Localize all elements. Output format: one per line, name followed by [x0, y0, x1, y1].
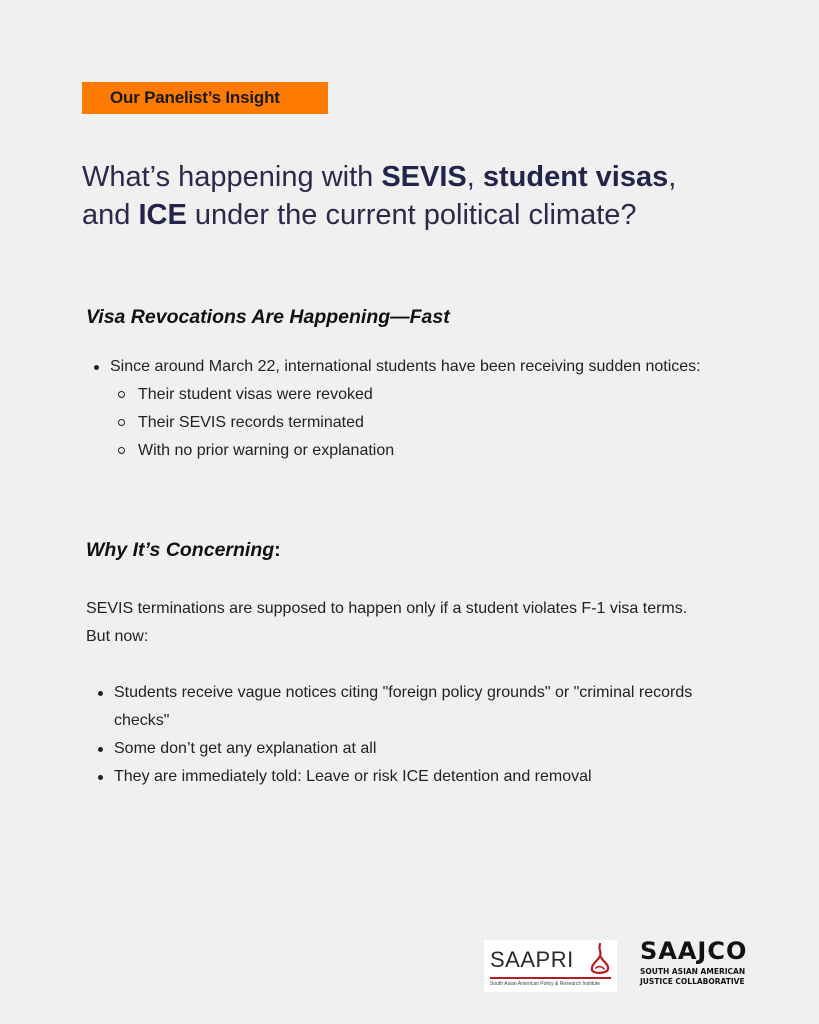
- list-item: [90, 679, 750, 735]
- bullet-icon: [98, 775, 103, 780]
- saapri-emblem-icon: [587, 942, 613, 976]
- hollow-bullet-icon: [118, 447, 125, 454]
- list-item: [86, 353, 746, 465]
- insight-tag-label: Our Panelist’s Insight: [110, 88, 280, 107]
- page-headline: [82, 158, 742, 234]
- hollow-bullet-icon: [118, 391, 125, 398]
- saapri-logo: [484, 940, 617, 992]
- concerning-list: [90, 679, 750, 791]
- saajco-wordmark: SAAJCO: [640, 937, 748, 965]
- section-title-why-concerning: [86, 539, 281, 562]
- bullet-icon: [94, 365, 99, 370]
- sub-list-item-text: With no prior warning or explanation: [138, 442, 395, 459]
- headline-emphasis-student-visas: student visas: [482, 161, 669, 193]
- bullet-icon: [98, 747, 103, 752]
- list-item-text: Students receive vague notices citing "foreign policy grounds" or "criminal records checks": [114, 684, 693, 729]
- insight-tag: [82, 82, 328, 114]
- list-item-text: They are immediately told: Leave or risk ICE detention and removal: [114, 768, 592, 785]
- list-item: [90, 735, 750, 763]
- section-title-text: Why It’s Concerning: [86, 539, 275, 561]
- headline-text: ,: [466, 161, 483, 193]
- headline-emphasis-ice: ICE: [138, 199, 187, 231]
- sub-list-item-text: Their student visas were revoked: [138, 386, 373, 403]
- paragraph-text: SEVIS terminations are supposed to happen only if a student violates F-1 visa terms.: [86, 600, 688, 617]
- headline-text: ,: [668, 161, 677, 193]
- headline-text: and: [82, 199, 139, 231]
- sub-list-item-text: Their SEVIS records terminated: [138, 414, 364, 431]
- section-title-colon: :: [274, 539, 281, 561]
- saapri-wordmark: SAAPRI: [490, 947, 574, 972]
- list-item-text: Since around March 22, international students have been receiving sudden notices:: [110, 358, 701, 375]
- headline-text: What’s happening with: [82, 161, 382, 193]
- list-item-text: Some don’t get any explanation at all: [114, 740, 377, 757]
- hollow-bullet-icon: [118, 419, 125, 426]
- saajco-tagline-line1: SOUTH ASIAN AMERICAN: [640, 967, 746, 976]
- saajco-tagline-line2: JUSTICE COLLABORATIVE: [640, 977, 745, 986]
- concerning-paragraph: [86, 595, 746, 651]
- list-item: [90, 763, 750, 791]
- paragraph-text: But now:: [86, 628, 149, 645]
- sub-list-item: [114, 409, 746, 437]
- section-title-visa-revocations: Visa Revocations Are Happening—Fast: [86, 306, 450, 328]
- sub-list-item: [114, 381, 746, 409]
- headline-text: under the current political climate?: [186, 199, 637, 231]
- headline-emphasis-sevis: SEVIS: [381, 161, 467, 193]
- bullet-icon: [98, 691, 103, 696]
- saajco-logo: [640, 938, 764, 987]
- partner-logos: [484, 938, 764, 998]
- visa-revocations-list: [86, 353, 746, 465]
- sub-list-item: [114, 437, 746, 465]
- saapri-tagline: South Asian American Policy & Research Institute: [490, 981, 601, 987]
- saapri-divider: [490, 977, 611, 979]
